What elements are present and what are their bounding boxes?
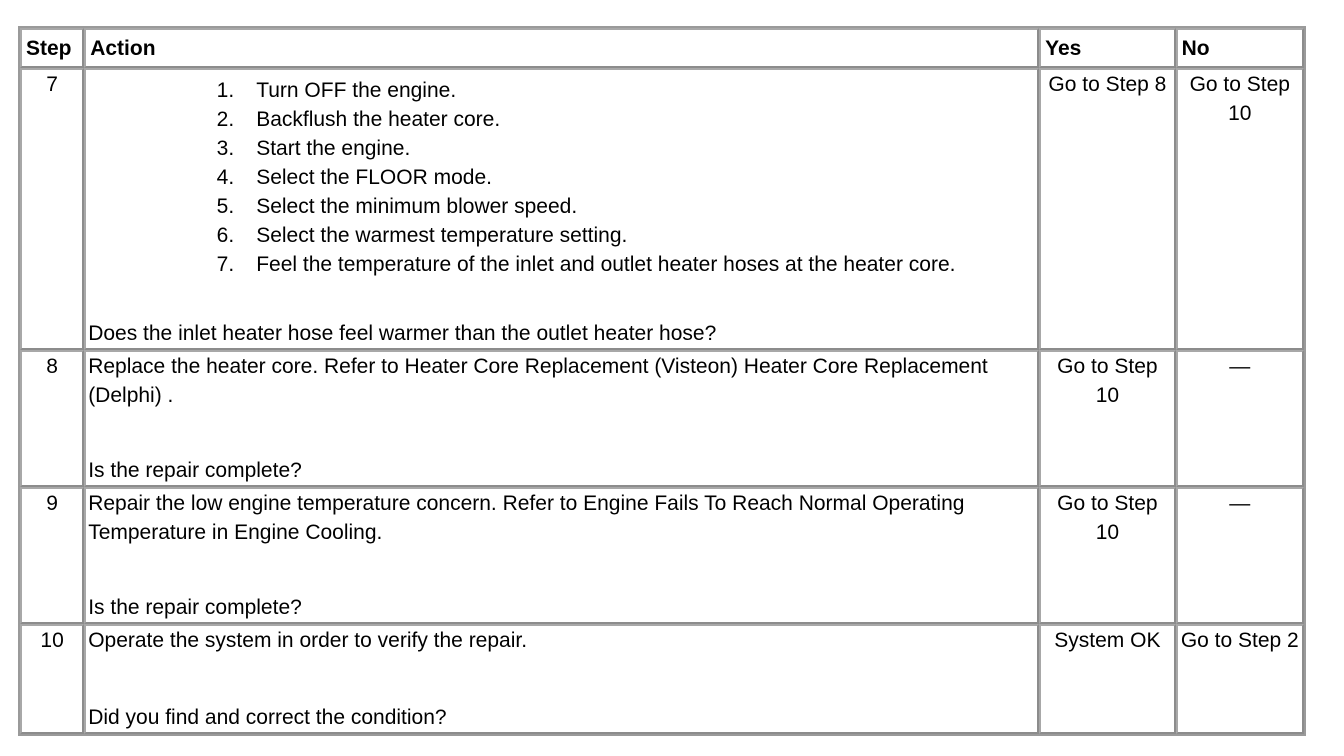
list-item: 3. Start the engine.	[216, 137, 411, 160]
list-item: 6. Select the warmest temperature setting.	[216, 224, 628, 247]
procedure-list	[88, 76, 1035, 279]
action-cell	[84, 487, 1039, 624]
yes-result: Go to Step 8	[1039, 68, 1175, 350]
step-header: Step	[20, 28, 84, 68]
no-result: —	[1176, 350, 1304, 487]
action-cell	[84, 350, 1039, 487]
step-number: 10	[20, 624, 84, 734]
list-item: 7. Feel the temperature of the inlet and outlet heater hoses at the heater core.	[216, 253, 956, 276]
list-item: 1. Turn OFF the engine.	[216, 79, 457, 102]
instruction-text: Replace the heater core. Refer to Heater Core Replacement (Visteon) Heater Core Replacement (Delphi) .	[88, 355, 988, 407]
table-row	[20, 624, 1304, 734]
action-cell	[84, 68, 1039, 350]
no-result: Go to Step 2	[1176, 624, 1304, 734]
question-text: Does the inlet heater hose feel warmer than the outlet heater hose?	[88, 322, 717, 345]
action-cell	[84, 624, 1039, 734]
no-result: —	[1176, 487, 1304, 624]
diagnostic-table	[18, 26, 1306, 736]
step-number: 7	[20, 68, 84, 350]
no-result: Go to Step 10	[1176, 68, 1304, 350]
instruction-text: Repair the low engine temperature concern. Refer to Engine Fails To Reach Normal Operating Temperature in Engine Cooling.	[88, 492, 965, 544]
yes-result: Go to Step 10	[1039, 487, 1175, 624]
step-number: 8	[20, 350, 84, 487]
yes-header: Yes	[1039, 28, 1175, 68]
yes-result: Go to Step 10	[1039, 350, 1175, 487]
no-header: No	[1176, 28, 1304, 68]
list-item: 4. Select the FLOOR mode.	[216, 166, 492, 189]
question-text: Did you find and correct the condition?	[88, 706, 447, 729]
table-row	[20, 68, 1304, 350]
yes-result: System OK	[1039, 624, 1175, 734]
instruction-text: Operate the system in order to verify the repair.	[88, 629, 528, 652]
question-text: Is the repair complete?	[88, 459, 302, 482]
list-item: 2. Backflush the heater core.	[216, 108, 501, 131]
header-row	[20, 28, 1304, 68]
question-text: Is the repair complete?	[88, 596, 302, 619]
table-row	[20, 487, 1304, 624]
action-header: Action	[84, 28, 1039, 68]
step-number: 9	[20, 487, 84, 624]
table-row	[20, 350, 1304, 487]
list-item: 5. Select the minimum blower speed.	[216, 195, 578, 218]
